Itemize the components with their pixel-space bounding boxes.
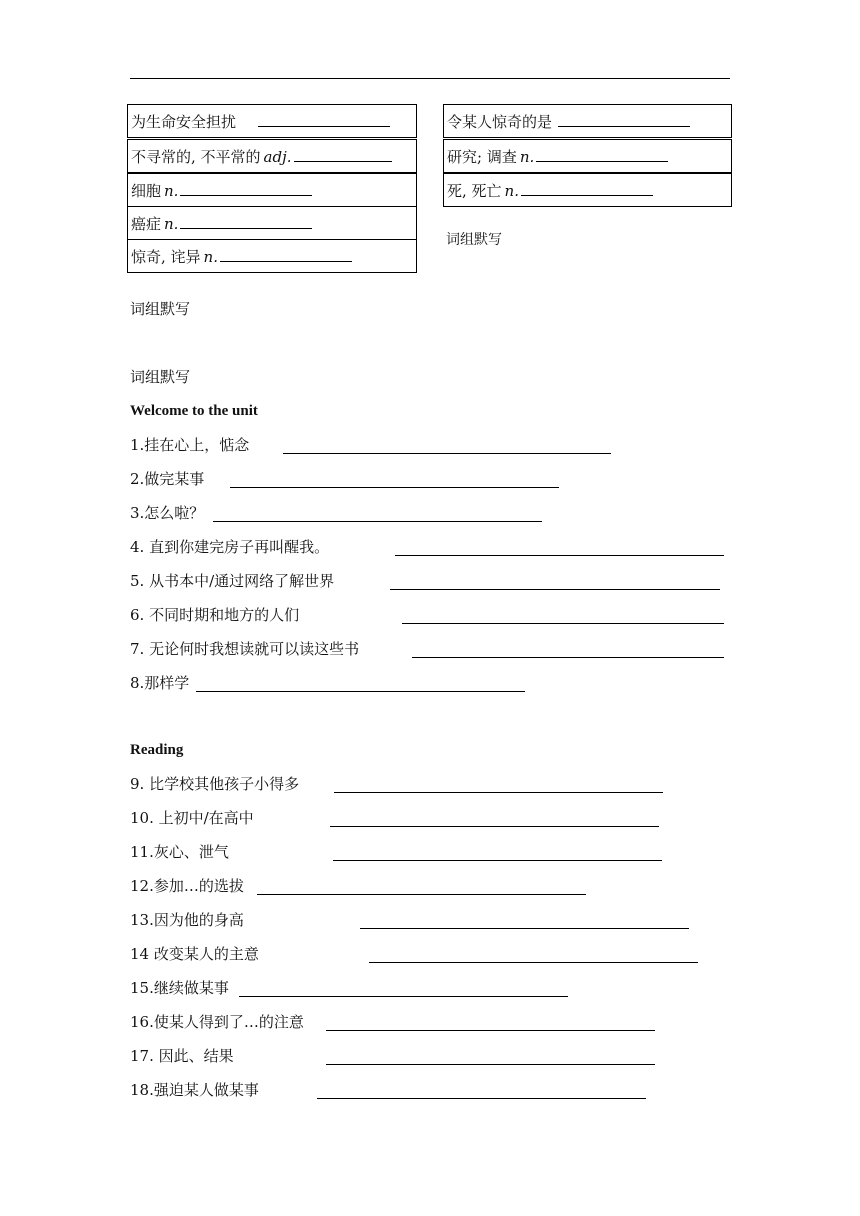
item-prompt: 10. 上初中/在高中 [130, 809, 254, 827]
section-heading-reading: Reading [130, 742, 184, 758]
item-prompt: 11.灰心、泄气 [130, 843, 229, 861]
answer-blank[interactable] [220, 247, 352, 262]
vocab-cell-left-4 [127, 206, 417, 240]
answer-blank[interactable] [180, 214, 312, 229]
vocab-label: 令某人惊奇的是 [447, 113, 553, 131]
vocab-cell-right-3 [443, 173, 732, 207]
vocab-label: 为生命安全担扰 [131, 113, 237, 131]
item-prompt: 14 改变某人的主意 [130, 945, 259, 963]
item-prompt: 4. 直到你建完房子再叫醒我。 [130, 538, 330, 556]
vocab-pos: n. [519, 148, 535, 166]
vocab-cell-left-2 [127, 139, 417, 173]
list-item [130, 1080, 259, 1100]
vocab-label: 不寻常的, 不平常的 [131, 148, 261, 166]
vocab-label: 研究; 调查 [447, 148, 517, 166]
answer-line[interactable] [196, 691, 525, 692]
answer-line[interactable] [230, 487, 559, 488]
item-prompt: 7. 无论何时我想读就可以读这些书 [130, 640, 360, 658]
item-prompt: 9. 比学校其他孩子小得多 [130, 775, 300, 793]
list-item [130, 944, 259, 964]
vocab-label: 惊奇, 诧异 [131, 248, 201, 266]
vocab-cell-left-5 [127, 239, 417, 273]
vocab-cell-right-2 [443, 139, 732, 173]
answer-blank[interactable] [558, 112, 690, 127]
vocab-cell-left-3 [127, 173, 417, 207]
answer-line[interactable] [239, 996, 568, 997]
vocab-pos: n. [203, 248, 218, 266]
answer-line[interactable] [369, 962, 698, 963]
item-prompt: 12.参加…的选拔 [130, 877, 244, 895]
answer-line[interactable] [402, 623, 724, 624]
section-label: 词组默写 [130, 300, 191, 318]
item-prompt: 8.那样学 [130, 674, 190, 692]
list-item [130, 1012, 304, 1032]
list-item [130, 435, 249, 455]
vocab-label: 细胞 [131, 182, 162, 200]
list-item [130, 808, 254, 828]
right-caption: 词组默写 [446, 232, 502, 248]
answer-blank[interactable] [536, 147, 668, 162]
answer-blank[interactable] [294, 147, 392, 162]
list-item [130, 673, 189, 693]
list-item [130, 842, 229, 862]
list-item [130, 605, 299, 625]
item-prompt: 1.挂在心上，惦念 [130, 436, 250, 454]
list-item [130, 639, 359, 659]
list-item [130, 978, 229, 998]
answer-line[interactable] [390, 589, 720, 590]
answer-line[interactable] [412, 657, 724, 658]
answer-line[interactable] [360, 928, 689, 929]
vocab-label: 死, 死亡 [447, 182, 502, 200]
section-heading-welcome: Welcome to the unit [130, 403, 258, 419]
answer-line[interactable] [283, 453, 611, 454]
answer-blank[interactable] [180, 181, 312, 196]
item-prompt: 2.做完某事 [130, 470, 205, 488]
list-item [130, 571, 334, 591]
answer-line[interactable] [257, 894, 586, 895]
list-item [130, 774, 299, 794]
item-prompt: 5. 从书本中/通过网络了解世界 [130, 572, 335, 590]
item-prompt: 16.使某人得到了…的注意 [130, 1013, 304, 1031]
answer-blank[interactable] [258, 112, 390, 127]
section-label: 词组默写 [130, 368, 191, 386]
vocab-cell-left-1 [127, 104, 417, 138]
item-prompt: 15.继续做某事 [130, 979, 229, 997]
answer-line[interactable] [317, 1098, 646, 1099]
vocab-label: 癌症 [131, 215, 162, 233]
item-prompt: 13.因为他的身高 [130, 911, 244, 929]
vocab-pos: n. [164, 182, 179, 200]
list-item [130, 910, 244, 930]
item-prompt: 3.怎么啦？ [130, 504, 205, 522]
item-prompt: 6. 不同时期和地方的人们 [130, 606, 300, 624]
vocab-pos: n. [504, 182, 519, 200]
answer-line[interactable] [326, 1030, 655, 1031]
list-item [130, 876, 244, 896]
item-prompt: 18.强迫某人做某事 [130, 1081, 259, 1099]
vocab-pos: n. [164, 215, 179, 233]
answer-line[interactable] [395, 555, 724, 556]
header-rule [130, 78, 730, 79]
list-item [130, 1046, 234, 1066]
item-prompt: 17. 因此、结果 [130, 1047, 234, 1065]
answer-line[interactable] [213, 521, 542, 522]
vocab-pos: adj. [263, 148, 292, 166]
answer-line[interactable] [330, 826, 659, 827]
answer-line[interactable] [334, 792, 663, 793]
answer-blank[interactable] [521, 181, 653, 196]
list-item [130, 469, 204, 489]
vocab-cell-right-1 [443, 104, 732, 138]
list-item [130, 537, 329, 557]
list-item [130, 503, 204, 523]
answer-line[interactable] [326, 1064, 655, 1065]
answer-line[interactable] [333, 860, 662, 861]
